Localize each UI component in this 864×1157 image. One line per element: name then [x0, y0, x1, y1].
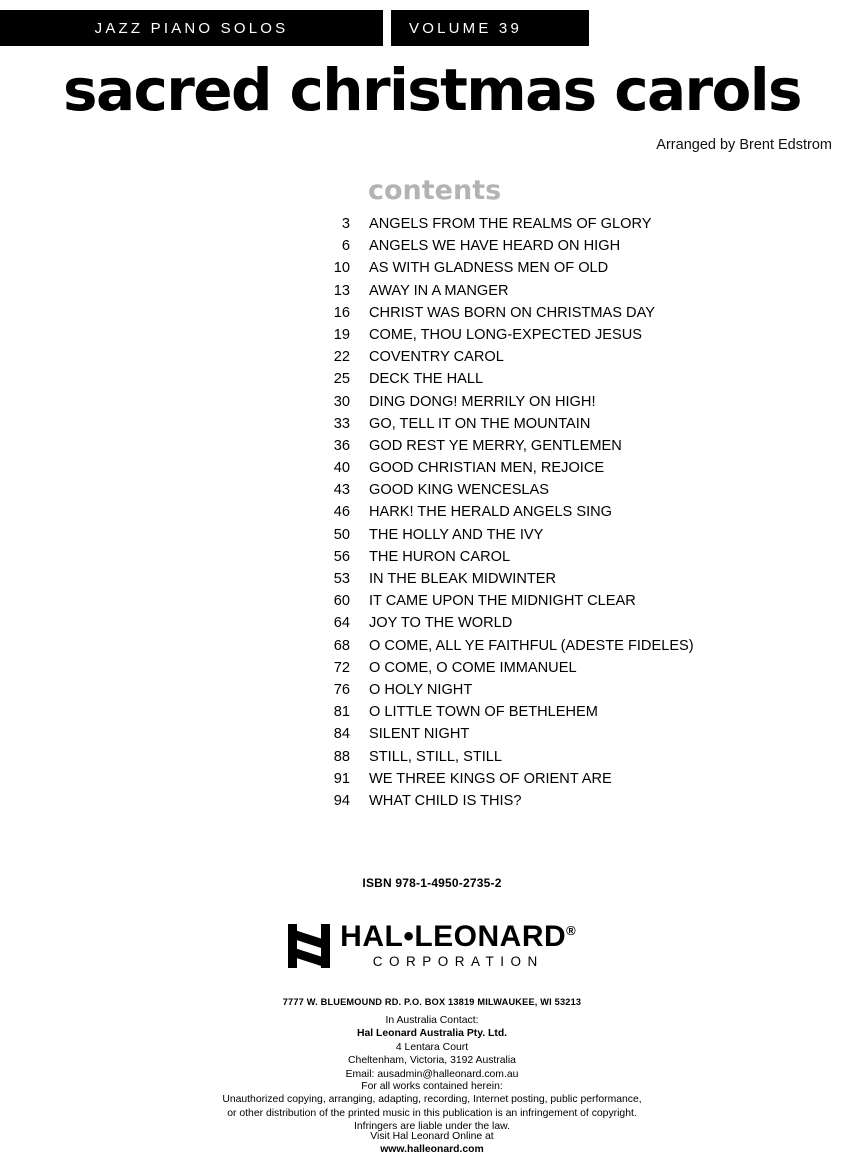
toc-song-title: WE THREE KINGS OF ORIENT ARE	[369, 770, 612, 787]
toc-song-title: WHAT CHILD IS THIS?	[369, 792, 522, 809]
toc-page-number: 46	[333, 504, 350, 521]
series-banner	[0, 10, 864, 46]
toc-entry[interactable]	[300, 349, 760, 371]
toc-entry[interactable]	[300, 549, 760, 571]
volume-number: VOLUME 39	[409, 19, 522, 37]
toc-entry[interactable]	[300, 482, 760, 504]
toc-song-title: JOY TO THE WORLD	[369, 615, 513, 632]
toc-page-number: 60	[333, 593, 350, 610]
isbn: ISBN 978-1-4950-2735-2	[362, 876, 502, 890]
toc-page-number: 88	[333, 748, 350, 765]
toc-page-number: 76	[333, 681, 350, 698]
toc-page-number: 64	[333, 615, 350, 632]
toc-page-number: 3	[341, 216, 350, 232]
toc-entry[interactable]	[300, 593, 760, 615]
toc-page-number: 36	[333, 437, 350, 454]
toc-page-number: 13	[333, 282, 350, 299]
toc-song-title: IT CAME UPON THE MIDNIGHT CLEAR	[369, 593, 636, 610]
toc-song-title: ANGELS FROM THE REALMS OF GLORY	[369, 216, 652, 232]
toc-song-title: O HOLY NIGHT	[369, 681, 473, 698]
toc-page-number: 33	[333, 415, 350, 432]
toc-page-number: 84	[333, 726, 350, 743]
toc-song-title: DECK THE HALL	[369, 371, 484, 388]
toc-song-title: AWAY IN A MANGER	[369, 282, 509, 299]
toc-entry[interactable]	[300, 305, 760, 327]
hal-leonard-mark-icon	[288, 924, 330, 968]
toc-song-title: GOOD CHRISTIAN MEN, REJOICE	[369, 460, 605, 477]
toc-entry[interactable]	[300, 771, 760, 793]
toc-song-title: THE HURON CAROL	[369, 548, 511, 565]
toc-entry[interactable]	[300, 327, 760, 349]
toc-entry[interactable]	[300, 571, 760, 593]
toc-song-title: COVENTRY CAROL	[369, 349, 504, 366]
legal-line-4: Infringers are liable under the law.	[354, 1121, 510, 1133]
toc-entry[interactable]	[300, 283, 760, 305]
registered-mark: ®	[566, 923, 577, 938]
toc-entry[interactable]	[300, 638, 760, 660]
copyright-notice	[0, 1080, 864, 1134]
toc-song-title: O COME, ALL YE FAITHFUL (ADESTE FIDELES)	[369, 637, 694, 654]
toc-page-number: 53	[333, 571, 350, 587]
toc-page-number: 6	[341, 238, 350, 255]
series-name: JAZZ PIANO SOLOS	[94, 19, 289, 37]
toc-entry[interactable]	[300, 726, 760, 748]
toc-page-number: 43	[333, 482, 350, 499]
toc-song-title: ANGELS WE HAVE HEARD ON HIGH	[369, 238, 621, 255]
australia-email: Email: ausadmin@halleonard.com.au	[345, 1068, 519, 1080]
toc-page-number: 72	[333, 659, 350, 676]
toc-song-title: O LITTLE TOWN OF BETHLEHEM	[369, 704, 598, 721]
series-banner-gap	[383, 10, 391, 46]
online-info	[0, 1130, 864, 1157]
toc-song-title: STILL, STILL, STILL	[369, 748, 503, 765]
series-banner-tail	[589, 10, 864, 46]
toc-entry[interactable]	[300, 793, 760, 815]
book-title: sacred christmas carols	[63, 56, 801, 124]
toc-song-title: CHRIST WAS BORN ON CHRISTMAS DAY	[369, 304, 655, 321]
australia-street: 4 Lentara Court	[395, 1041, 469, 1053]
toc-entry[interactable]	[300, 260, 760, 282]
toc-page-number: 68	[333, 637, 350, 654]
toc-page-number: 91	[333, 770, 350, 787]
publisher-logo	[0, 922, 864, 969]
toc-song-title: GOOD KING WENCESLAS	[369, 482, 550, 499]
toc-song-title: HARK! THE HERALD ANGELS SING	[369, 504, 613, 521]
toc-entry[interactable]	[300, 371, 760, 393]
publisher-corporation: CORPORATION	[372, 954, 544, 969]
publisher-address: 7777 W. BLUEMOUND RD. P.O. BOX 13819 MILWAUKEE, WI 53213	[282, 997, 582, 1007]
toc-entry[interactable]	[300, 238, 760, 260]
toc-song-title: DING DONG! MERRILY ON HIGH!	[369, 393, 596, 410]
toc-song-title: GOD REST YE MERRY, GENTLEMEN	[369, 437, 622, 454]
toc-entry[interactable]	[300, 682, 760, 704]
toc-song-title: AS WITH GLADNESS MEN OF OLD	[369, 260, 609, 277]
toc-page-number: 30	[333, 393, 350, 410]
toc-page-number: 94	[333, 792, 350, 809]
toc-page-number: 10	[333, 260, 350, 277]
contents-heading: contents	[368, 175, 502, 206]
toc-song-title: GO, TELL IT ON THE MOUNTAIN	[369, 415, 591, 432]
toc-entry[interactable]	[300, 527, 760, 549]
australia-line-1: In Australia Contact:	[385, 1015, 479, 1026]
toc-song-title: O COME, O COME IMMANUEL	[369, 659, 577, 676]
australia-city: Cheltenham, Victoria, 3192 Australia	[348, 1055, 516, 1067]
legal-line-3: or other distribution of the printed music in this publication is an infringement of copyright.	[227, 1107, 637, 1119]
toc-entry[interactable]	[300, 416, 760, 438]
series-banner-right	[391, 10, 589, 46]
toc-entry[interactable]	[300, 704, 760, 726]
series-banner-left	[0, 10, 383, 46]
toc-song-title: THE HOLLY AND THE IVY	[369, 526, 544, 543]
legal-line-2: Unauthorized copying, arranging, adapting, recording, Internet posting, public performance,	[222, 1094, 642, 1106]
toc-entry[interactable]	[300, 438, 760, 460]
toc-song-title: COME, THOU LONG-EXPECTED JESUS	[369, 326, 642, 343]
toc-entry[interactable]	[300, 460, 760, 482]
toc-song-title: SILENT NIGHT	[369, 726, 470, 743]
australia-company: Hal Leonard Australia Pty. Ltd.	[356, 1028, 508, 1040]
toc-page-number: 56	[333, 548, 350, 565]
toc-entry[interactable]	[300, 749, 760, 771]
toc-page-number: 50	[333, 526, 350, 543]
publisher-name: HAL•LEONARD	[340, 920, 567, 953]
toc-page-number: 40	[333, 460, 350, 477]
toc-entry[interactable]	[300, 660, 760, 682]
online-url[interactable]: www.halleonard.com	[380, 1144, 484, 1156]
legal-line-1: For all works contained herein:	[361, 1081, 503, 1092]
australia-contact	[0, 1014, 864, 1081]
toc-page-number: 16	[333, 304, 350, 321]
toc-entry[interactable]	[300, 394, 760, 416]
toc-page-number: 81	[333, 704, 350, 721]
toc-page-number: 25	[333, 371, 350, 388]
arranger-credit: Arranged by Brent Edstrom	[656, 137, 832, 153]
toc-entry[interactable]	[300, 216, 760, 238]
online-label: Visit Hal Leonard Online at	[370, 1131, 494, 1142]
toc-song-title: IN THE BLEAK MIDWINTER	[369, 571, 557, 587]
toc-page-number: 19	[333, 326, 350, 343]
toc-entry[interactable]	[300, 504, 760, 526]
toc-page-number: 22	[333, 349, 350, 366]
toc-entry[interactable]	[300, 615, 760, 637]
table-of-contents	[300, 216, 760, 815]
